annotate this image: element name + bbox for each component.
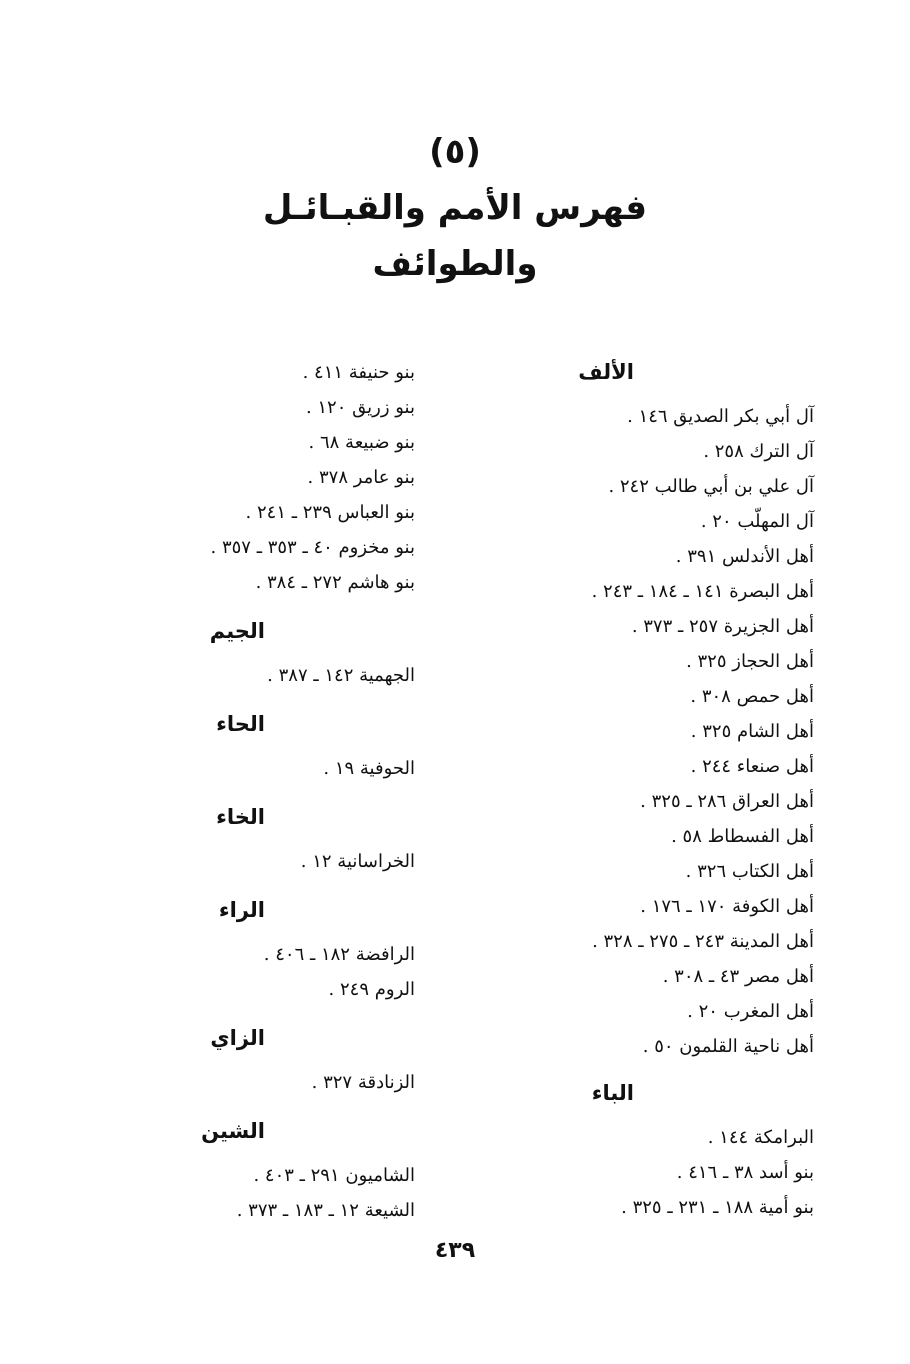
index-entry: بنو حنيفة ٤١١ . xyxy=(302,362,415,383)
index-entry: آل المهلّب ٢٠ . xyxy=(700,511,814,532)
letter-heading-jim: الجيم xyxy=(209,619,265,643)
page-number: ٤٣٩ xyxy=(434,1238,476,1263)
index-entry: بنو ضبيعة ٦٨ . xyxy=(308,432,415,453)
index-entry: الشيعة ١٢ ـ ١٨٣ ـ ٣٧٣ . xyxy=(236,1200,415,1221)
right-column xyxy=(484,355,814,1225)
index-entry: آل الترك ٢٥٨ . xyxy=(703,441,814,462)
index-entry: أهل المدينة ٢٤٣ ـ ٢٧٥ ـ ٣٢٨ . xyxy=(592,931,814,952)
index-entry: أهل البصرة ١٤١ ـ ١٨٤ ـ ٢٤٣ . xyxy=(591,581,814,602)
left-column xyxy=(115,355,415,1228)
index-entry: البرامكة ١٤٤ . xyxy=(707,1127,814,1148)
index-entry: أهل الكتاب ٣٢٦ . xyxy=(685,861,814,882)
index-entry: أهل الحجاز ٣٢٥ . xyxy=(686,651,814,672)
index-entry: الرافضة ١٨٢ ـ ٤٠٦ . xyxy=(263,944,415,965)
index-entry: أهل الشام ٣٢٥ . xyxy=(690,721,814,742)
index-entry: أهل حمص ٣٠٨ . xyxy=(690,686,814,707)
index-entry: أهل مصر ٤٣ ـ ٣٠٨ . xyxy=(662,966,814,987)
letter-heading-ba: الباء xyxy=(591,1081,634,1105)
letter-heading-ra: الراء xyxy=(218,898,265,922)
letter-heading-ha: الحاء xyxy=(216,712,265,736)
letter-heading-zay: الزاي xyxy=(210,1026,265,1050)
index-entry: الزنادقة ٣٢٧ . xyxy=(311,1072,415,1093)
letter-heading-shin: الشين xyxy=(201,1119,265,1143)
index-entry: بنو هاشم ٢٧٢ ـ ٣٨٤ . xyxy=(255,572,415,593)
index-entry: بنو أسد ٣٨ ـ ٤١٦ . xyxy=(676,1162,814,1183)
index-entry: الروم ٢٤٩ . xyxy=(328,979,415,1000)
index-entry: بنو أمية ١٨٨ ـ ٢٣١ ـ ٣٢٥ . xyxy=(621,1197,814,1218)
index-entry: بنو عامر ٣٧٨ . xyxy=(307,467,415,488)
index-entry: بنو زريق ١٢٠ . xyxy=(305,397,415,418)
index-entry: بنو العباس ٢٣٩ ـ ٢٤١ . xyxy=(245,502,415,523)
section-number: (٥) xyxy=(429,132,481,172)
index-entry: أهل الأندلس ٣٩١ . xyxy=(675,546,814,567)
letter-heading-kha: الخاء xyxy=(216,805,265,829)
index-entry: آل أبي بكر الصديق ١٤٦ . xyxy=(627,406,814,427)
index-entry: أهل المغرب ٢٠ . xyxy=(687,1001,814,1022)
index-entry: أهل العراق ٢٨٦ ـ ٣٢٥ . xyxy=(640,791,814,812)
index-entry: آل علي بن أبي طالب ٢٤٢ . xyxy=(608,476,814,497)
index-entry: أهل الفسطاط ٥٨ . xyxy=(671,826,814,847)
index-entry: بنو مخزوم ٤٠ ـ ٣٥٣ ـ ٣٥٧ . xyxy=(210,537,415,558)
index-entry: الشاميون ٢٩١ ـ ٤٠٣ . xyxy=(253,1165,415,1186)
index-entry: أهل صنعاء ٢٤٤ . xyxy=(690,756,814,777)
index-entry: الخراسانية ١٢ . xyxy=(300,851,415,872)
index-entry: أهل الكوفة ١٧٠ ـ ١٧٦ . xyxy=(640,896,814,917)
index-entry: الحوفية ١٩ . xyxy=(323,758,415,779)
index-entry: أهل الجزيرة ٢٥٧ ـ ٣٧٣ . xyxy=(631,616,814,637)
index-entry: أهل ناحية القلمون ٥٠ . xyxy=(642,1036,814,1057)
index-title-line1: فهرس الأمم والقبـائـل xyxy=(262,188,648,228)
letter-heading-alif: الألف xyxy=(578,360,634,384)
index-title-line2: والطوائف xyxy=(372,244,538,284)
index-entry: الجهمية ١٤٢ ـ ٣٨٧ . xyxy=(267,665,415,686)
